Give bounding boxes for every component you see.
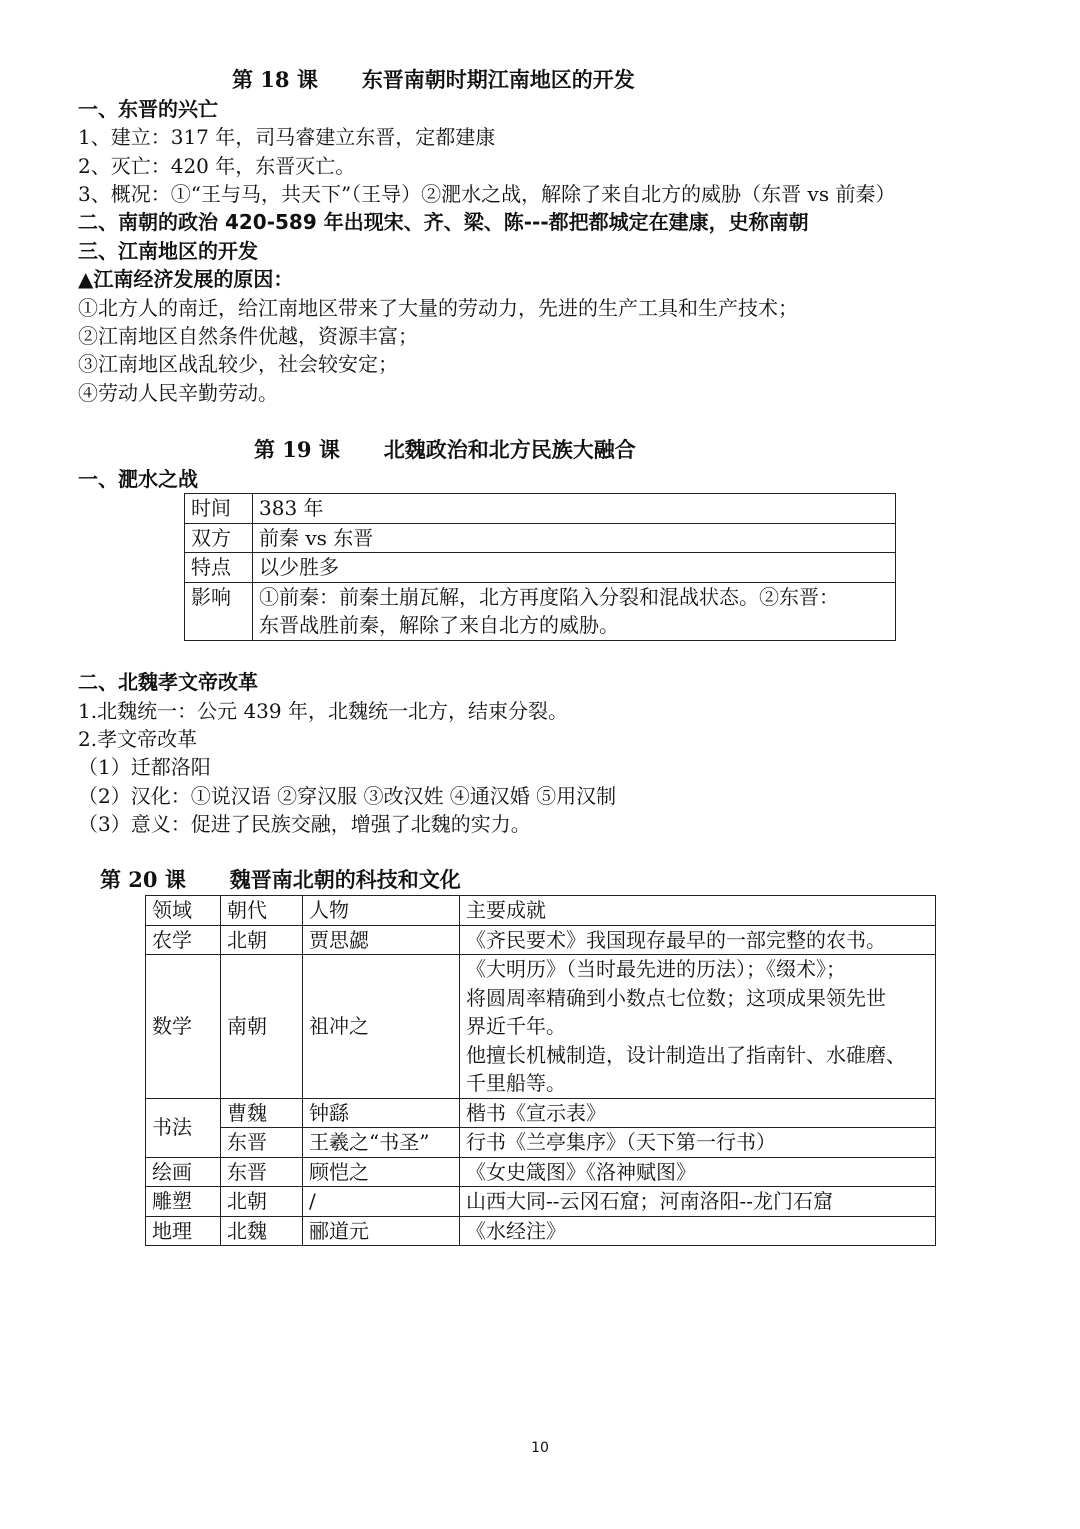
lesson19-line2: 2.孝文帝改革 <box>78 727 198 751</box>
impact-line-2: 东晋战胜前秦，解除了来自北方的威胁。 <box>259 613 619 637</box>
lesson18-section2-heading: 二、南朝的政治 420-589 年出现宋、齐、梁、陈---都把都城定在建康，史称南朝 <box>78 210 809 234</box>
reason-3: ③江南地区战乱较少，社会较安定； <box>78 352 398 376</box>
field-cell: 绘画 <box>146 1157 221 1187</box>
table-row <box>185 582 896 640</box>
field-cell: 数学 <box>146 955 221 1099</box>
math-line-5: 千里船等。 <box>466 1071 566 1095</box>
table-value <box>253 582 896 640</box>
header-cell: 朝代 <box>221 896 303 926</box>
dynasty-cell: 东晋 <box>221 1128 303 1158</box>
dynasty-cell: 北朝 <box>221 925 303 955</box>
math-line-2: 将圆周率精确到小数点七位数；这项成果领先世 <box>466 985 886 1010</box>
header-cell: 人物 <box>303 896 460 926</box>
table-row <box>146 1187 936 1217</box>
lesson19-title: 第 19 课 北魏政治和北方民族大融合 <box>254 437 636 462</box>
lesson18-line2: 2、灭亡：420 年，东晋灭亡。 <box>78 154 356 178</box>
lesson18-title: 第 18 课 东晋南朝时期江南地区的开发 <box>232 67 635 92</box>
dynasty-cell: 东晋 <box>221 1157 303 1187</box>
lesson19-section1-heading: 一、淝水之战 <box>78 467 198 491</box>
impact-line-1: ①前秦：前秦土崩瓦解，北方再度陷入分裂和混战状态。②东晋： <box>259 584 839 609</box>
field-cell: 地理 <box>146 1216 221 1246</box>
table-key: 时间 <box>185 494 253 524</box>
math-line-3: 界近千年。 <box>466 1014 566 1038</box>
lesson20-title: 第 20 课 魏晋南北朝的科技和文化 <box>100 867 461 892</box>
dynasty-cell: 曹魏 <box>221 1098 303 1128</box>
dynasty-cell: 北魏 <box>221 1216 303 1246</box>
feishui-battle-table <box>184 493 896 641</box>
reason-4: ④劳动人民辛勤劳动。 <box>78 381 278 405</box>
achievement-cell: 山西大同--云冈石窟；河南洛阳--龙门石窟 <box>460 1187 936 1217</box>
person-cell: 郦道元 <box>303 1216 460 1246</box>
table-row <box>185 553 896 583</box>
science-culture-table <box>145 895 936 1246</box>
achievement-cell: 《齐民要术》我国现存最早的一部完整的农书。 <box>460 925 936 955</box>
achievement-cell: 行书《兰亭集序》（天下第一行书） <box>460 1128 936 1158</box>
header-cell: 主要成就 <box>460 896 936 926</box>
field-cell: 农学 <box>146 925 221 955</box>
lesson18-line1: 1、建立：317 年，司马睿建立东晋，定都建康 <box>78 125 496 149</box>
page-number: 10 <box>531 1440 549 1456</box>
table-key: 影响 <box>185 582 253 640</box>
reason-2: ②江南地区自然条件优越，资源丰富； <box>78 324 418 348</box>
achievement-cell <box>460 955 936 1099</box>
achievement-cell: 楷书《宣示表》 <box>460 1098 936 1128</box>
lesson18-section1-heading: 一、东晋的兴亡 <box>78 97 218 121</box>
person-cell: 祖冲之 <box>303 955 460 1099</box>
math-line-1: 《大明历》（当时最先进的历法）；《缀术》； <box>466 957 846 981</box>
field-cell: 书法 <box>146 1098 221 1157</box>
dynasty-cell: 北朝 <box>221 1187 303 1217</box>
achievement-cell: 《水经注》 <box>460 1216 936 1246</box>
header-cell: 领域 <box>146 896 221 926</box>
dynasty-cell: 南朝 <box>221 955 303 1099</box>
lesson19-line5: （3）意义：促进了民族交融，增强了北魏的实力。 <box>78 812 531 836</box>
table-key: 特点 <box>185 553 253 583</box>
lesson19-line3: （1）迁都洛阳 <box>78 755 211 779</box>
field-cell: 雕塑 <box>146 1187 221 1217</box>
table-key: 双方 <box>185 523 253 553</box>
achievement-cell: 《女史箴图》《洛神赋图》 <box>460 1157 936 1187</box>
table-row <box>146 1216 936 1246</box>
lesson19-section2-heading: 二、北魏孝文帝改革 <box>78 670 258 694</box>
lesson19-line4: （2）汉化：①说汉语 ②穿汉服 ③改汉姓 ④通汉婚 ⑤用汉制 <box>78 784 617 808</box>
table-row <box>185 494 896 524</box>
reasons-heading: ▲江南经济发展的原因： <box>78 267 294 291</box>
table-row <box>185 523 896 553</box>
table-value: 前秦 vs 东晋 <box>253 523 896 553</box>
table-value: 383 年 <box>253 494 896 524</box>
table-row <box>146 925 936 955</box>
table-header-row <box>146 896 936 926</box>
person-cell: 钟繇 <box>303 1098 460 1128</box>
person-cell: 顾恺之 <box>303 1157 460 1187</box>
lesson19-line1: 1.北魏统一：公元 439 年，北魏统一北方，结束分裂。 <box>78 699 568 723</box>
lesson18-line3: 3、概况：①“王与马，共天下”（王导）②淝水之战，解除了来自北方的威胁（东晋 vs 前秦） <box>78 182 896 206</box>
table-row <box>146 955 936 1099</box>
person-cell: / <box>303 1187 460 1217</box>
reason-1: ①北方人的南迁，给江南地区带来了大量的劳动力，先进的生产工具和生产技术； <box>78 296 798 320</box>
lesson18-section3-heading: 三、江南地区的开发 <box>78 239 258 263</box>
table-row <box>146 1157 936 1187</box>
table-row <box>146 1098 936 1128</box>
table-row <box>146 1128 936 1158</box>
person-cell: 王羲之“书圣” <box>303 1128 460 1158</box>
math-line-4: 他擅长机械制造，设计制造出了指南针、水碓磨、 <box>466 1042 906 1067</box>
table-value: 以少胜多 <box>253 553 896 583</box>
person-cell: 贾思勰 <box>303 925 460 955</box>
